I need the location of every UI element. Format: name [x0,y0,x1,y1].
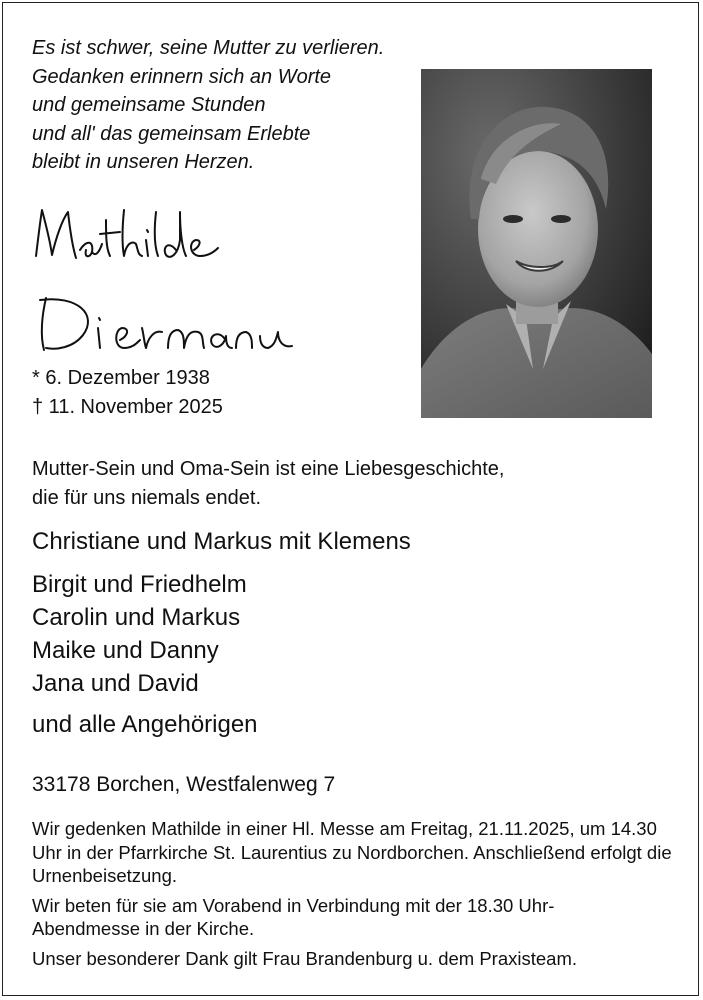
quote [32,455,504,512]
service-info [32,817,672,976]
poem-line: und gemeinsame Stunden [32,94,266,116]
life-dates [32,364,223,422]
poem [32,34,384,177]
death-date: † 11. November 2025 [32,396,223,418]
portrait-photo [421,69,652,418]
mourner-name: Carolin und Markus [32,604,241,631]
info-paragraph: Wir gedenken Mathilde in einer Hl. Messe am Freitag, 21.11.2025, um 14.30 Uhr in der Pfarrkirche St. Laurentius zu Nordborchen. Anschließend erfolgt die Urnenbeisetzung. [32,818,672,886]
poem-line: bleibt in unseren Herzen. [32,151,255,173]
mourner-name: Christiane und Markus mit Klemens [32,528,411,555]
handwritten-signature [28,200,298,360]
quote-line: die für uns niemals endet. [32,486,262,509]
birth-date: * 6. Dezember 1938 [32,367,210,389]
info-paragraph: Unser besonderer Dank gilt Frau Brandenburg u. dem Praxisteam. [32,947,577,969]
info-paragraph: Wir beten für sie am Vorabend in Verbindung mit der 18.30 Uhr-Abendmesse in der Kirche. [32,894,555,939]
mourner-group-1 [32,525,411,558]
mourner-group-2 [32,568,247,700]
quote-line: Mutter-Sein und Oma-Sein ist eine Liebesgeschichte, [32,458,505,480]
poem-line: Es ist schwer, seine Mutter zu verlieren. [32,37,385,59]
mourner-name: Maike und Danny [32,637,219,664]
address: 33178 Borchen, Westfalenweg 7 [32,773,336,796]
mourner-name: Jana und David [32,670,199,697]
mourner-name: und alle Angehörigen [32,711,258,738]
mourner-name: Birgit und Friedhelm [32,571,247,598]
poem-line: und all' das gemeinsam Erlebte [32,122,311,145]
poem-line: Gedanken erinnern sich an Worte [32,65,332,88]
mourner-group-3 [32,708,258,741]
